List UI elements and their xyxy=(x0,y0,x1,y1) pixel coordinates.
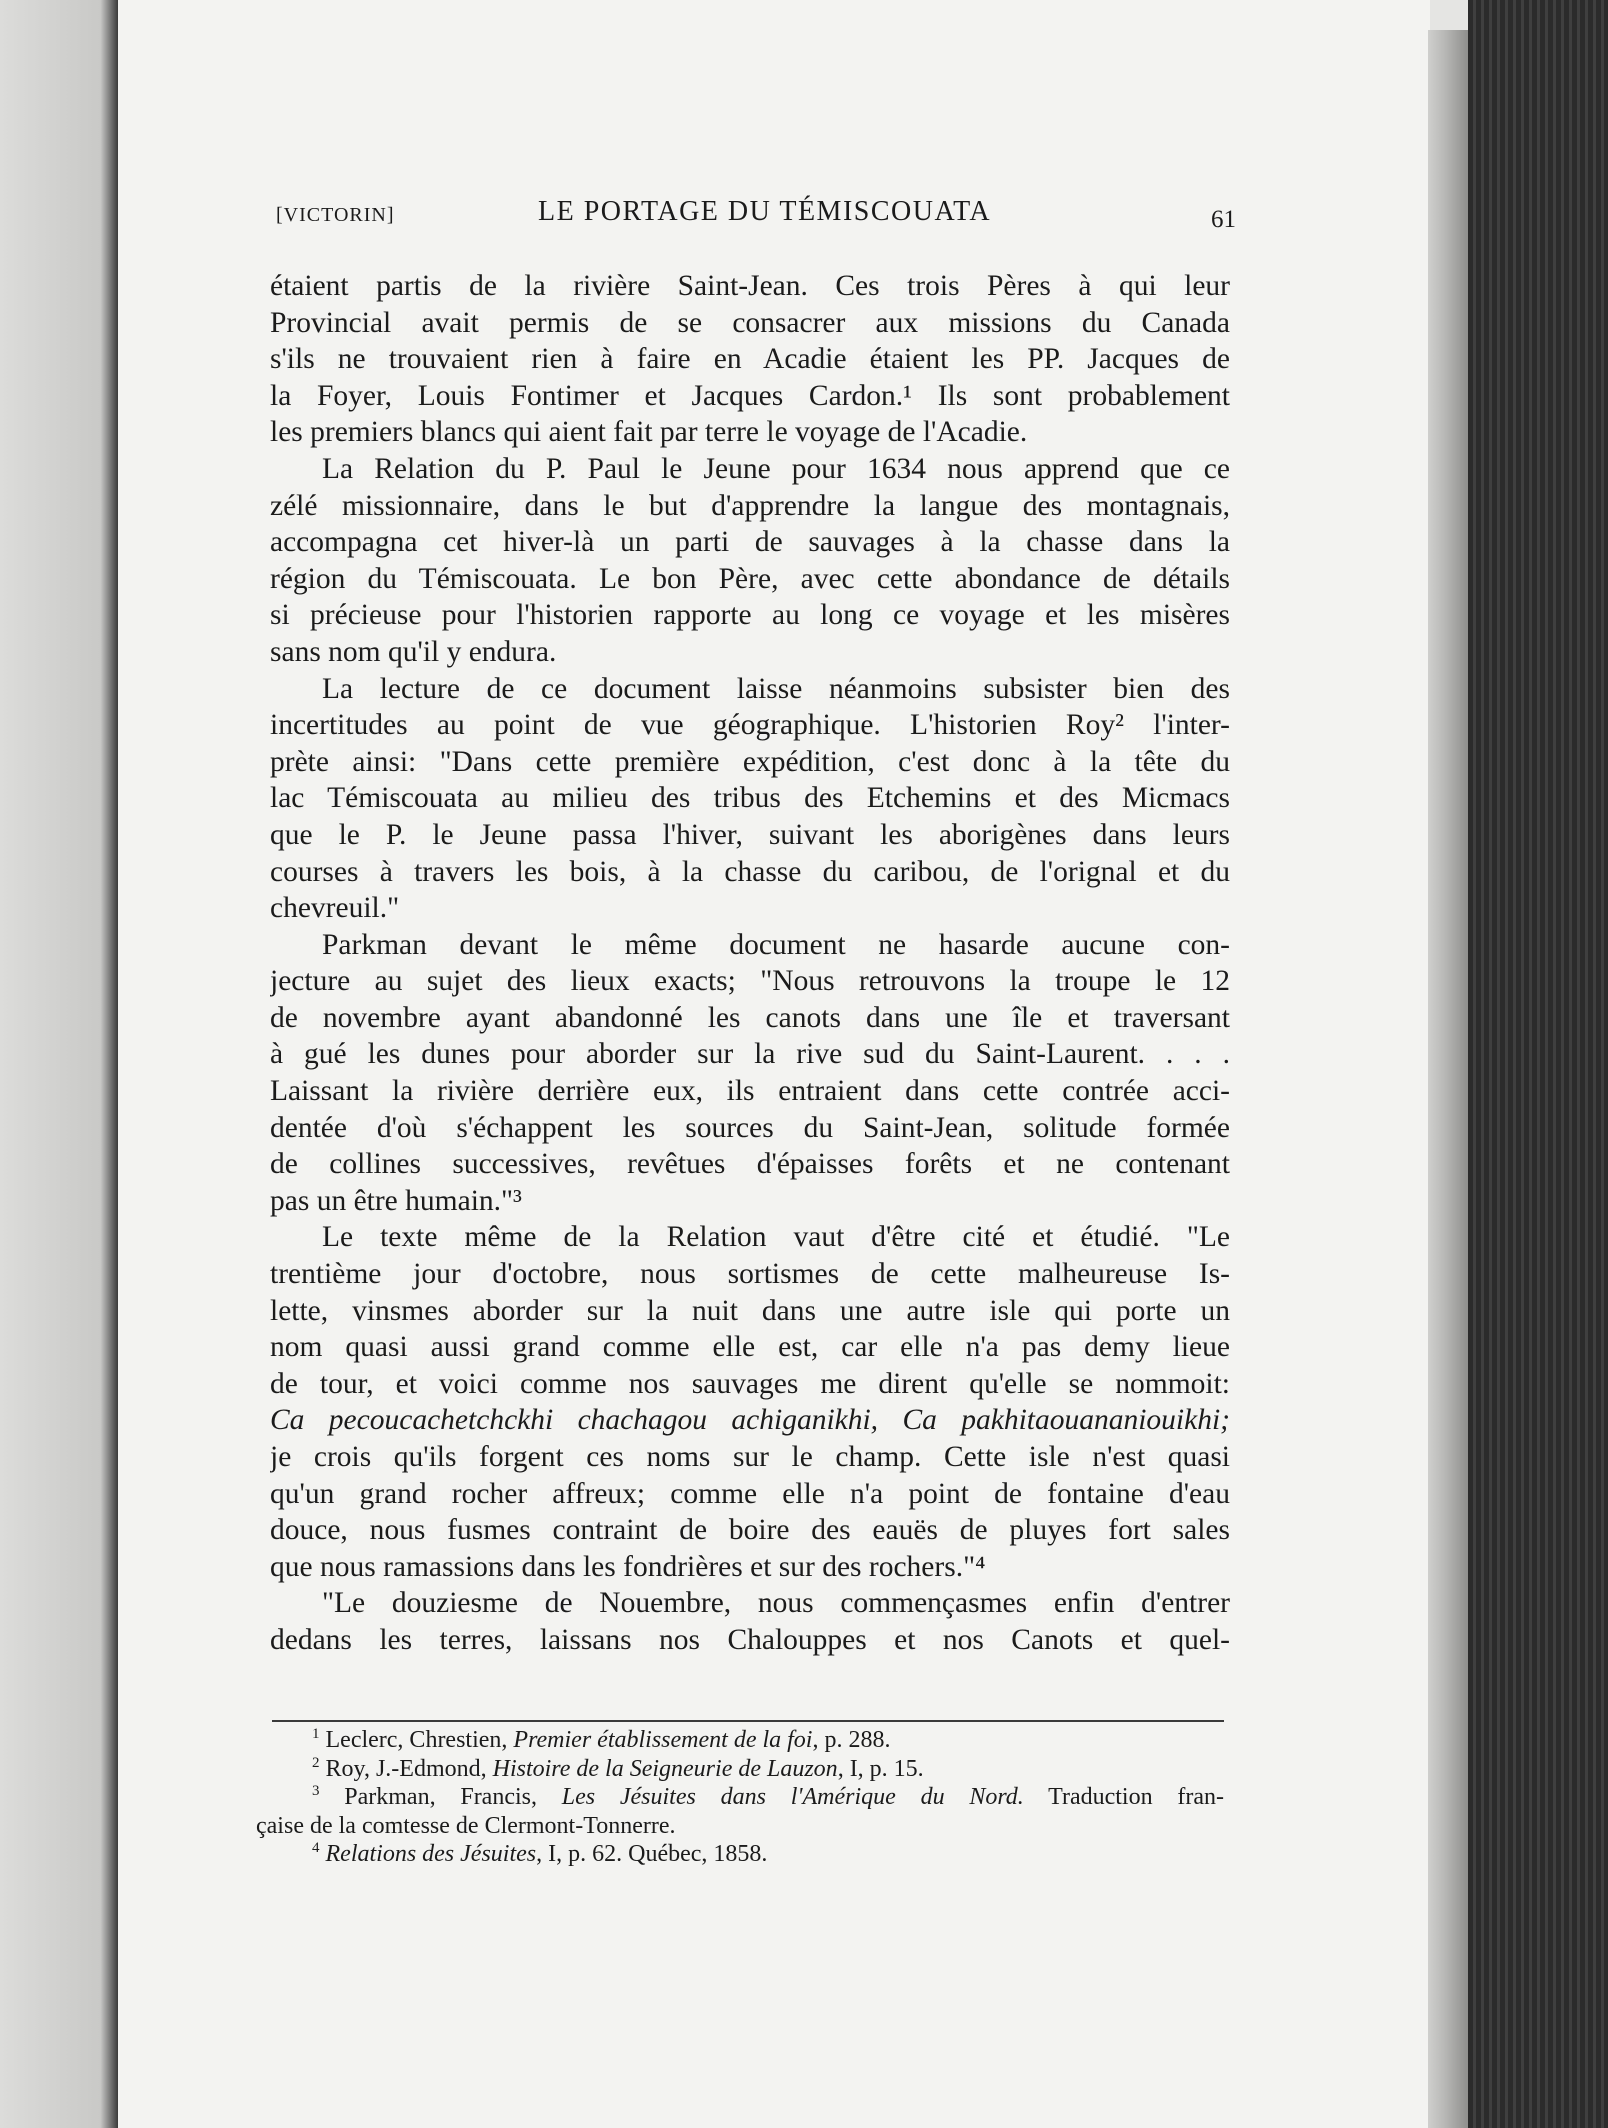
text-line: nom quasi aussi grand comme elle est, car elle n'a pas demy lieue xyxy=(270,1331,1230,1364)
text-line: prète ainsi: "Dans cette première expédition, c'est donc à la tête du xyxy=(270,745,1230,778)
text-line: Le texte même de la Relation vaut d'être cité et étudié. "Le xyxy=(322,1221,1230,1254)
footnote-number: 3 xyxy=(312,1783,320,1799)
footnote-1 xyxy=(256,1726,1224,1755)
footnote-4 xyxy=(256,1840,1224,1869)
footnote-rule xyxy=(272,1720,1224,1722)
text-line: région du Témiscouata. Le bon Père, avec cette abondance de détails xyxy=(270,562,1230,595)
text-line: étaient partis de la rivière Saint-Jean. Ces trois Pères à qui leur xyxy=(270,270,1230,302)
text-line: La Relation du P. Paul le Jeune pour 1634 nous apprend que ce xyxy=(322,452,1230,485)
footnote-ref: , I, p. 15. xyxy=(837,1755,924,1782)
text-line: de novembre ayant abandonné les canots dans une île et traversant xyxy=(270,1001,1230,1034)
text-line: Provincial avait permis de se consacrer aux missions du Canada xyxy=(270,306,1230,339)
footnote-number: 1 xyxy=(312,1726,320,1742)
page-title: LE PORTAGE DU TÉMISCOUATA xyxy=(538,196,992,227)
footnote-author: Leclerc, Chrestien, xyxy=(325,1727,514,1753)
text-line: Laissant la rivière derrière eux, ils entraient dans cette contrée acci- xyxy=(270,1075,1230,1108)
footnote-ref: , I, p. 62. Québec, 1858. xyxy=(536,1841,768,1867)
footnote-3 xyxy=(256,1783,1224,1812)
footnote-number: 2 xyxy=(312,1754,320,1771)
text-line: de tour, et voici comme nos sauvages me dirent qu'elle se nommoit: xyxy=(270,1367,1230,1400)
text-line: zélé missionnaire, dans le but d'apprendre la langue des montagnais, xyxy=(270,489,1230,522)
left-page-gutter xyxy=(0,0,118,2128)
running-head xyxy=(276,196,1236,236)
text-line: Parkman devant le même document ne hasarde aucune con- xyxy=(322,928,1230,961)
text-line: s'ils ne trouvaient rien à faire en Acadie étaient les PP. Jacques de xyxy=(270,343,1230,376)
text-line: "Le douziesme de Nouembre, nous commençasmes enfin d'entrer xyxy=(322,1587,1230,1620)
text-line: dedans les terres, laissans nos Chalouppes et nos Canots et quel- xyxy=(270,1623,1230,1656)
text-line: à gué les dunes pour aborder sur la rive sud du Saint-Laurent. . . . xyxy=(270,1038,1230,1071)
footnote-title: Histoire de la Seigneurie de Lauzon xyxy=(492,1755,838,1782)
text-line: trentième jour d'octobre, nous sortismes de cette malheureuse Is- xyxy=(270,1258,1230,1291)
footnote-title: Premier établissement de la foi xyxy=(513,1727,813,1753)
text-line: que le P. le Jeune passa l'hiver, suivant les aborigènes dans leurs xyxy=(270,818,1230,851)
text-line: chevreuil." xyxy=(270,892,400,925)
footnote-number: 4 xyxy=(312,1840,320,1856)
text-line: qu'un grand rocher affreux; comme elle n'a point de fontaine d'eau xyxy=(270,1477,1230,1510)
footnotes xyxy=(256,1726,1224,1869)
text-line: incertitudes au point de vue géographique. L'historien Roy² l'inter- xyxy=(270,709,1230,742)
text-line: sans nom qu'il y endura. xyxy=(270,635,557,668)
author-tag: [VICTORIN] xyxy=(276,204,395,226)
footnote-ref: , p. 288. xyxy=(812,1727,891,1753)
text-line: les premiers blancs qui aient fait par terre le voyage de l'Acadie. xyxy=(270,416,1028,449)
footnote-author: Parkman, Francis, xyxy=(344,1784,562,1810)
text-line: lette, vinsmes aborder sur la nuit dans une autre isle qui porte un xyxy=(270,1294,1230,1327)
text-line: dentée d'où s'échappent les sources du Saint-Jean, solitude formée xyxy=(270,1111,1230,1144)
text-line: je crois qu'ils forgent ces noms sur le champ. Cette isle n'est quasi xyxy=(270,1441,1230,1473)
book-page-stack xyxy=(1468,0,1608,2128)
footnote-2 xyxy=(256,1755,1224,1784)
text-line: lac Témiscouata au milieu des tribus des Etchemins et des Micmacs xyxy=(270,782,1230,815)
body-text xyxy=(270,268,1230,1659)
text-line: si précieuse pour l'historien rapporte au long ce voyage et les misères xyxy=(270,599,1230,632)
footnote-3-continuation: çaise de la comtesse de Clermont-Tonnerre. xyxy=(256,1812,676,1839)
text-line: courses à travers les bois, à la chasse du caribou, de l'orignal et du xyxy=(270,855,1230,888)
footnote-ref: Traduction fran- xyxy=(1023,1784,1224,1810)
text-line: jecture au sujet des lieux exacts; "Nous retrouvons la troupe le 12 xyxy=(270,965,1230,998)
text-line: Ca pecoucachetchckhi chachagou achiganikhi, Ca pakhitaouananiouikhi; xyxy=(270,1404,1230,1437)
footnote-title: Les Jésuites dans l'Amérique du Nord. xyxy=(561,1784,1024,1810)
page-number: 61 xyxy=(1211,206,1236,233)
text-line: pas un être humain."³ xyxy=(270,1184,522,1217)
text-line: de collines successives, revêtues d'épaisses forêts et ne contenant xyxy=(270,1148,1230,1181)
text-line: accompagna cet hiver-là un parti de sauvages à la chasse dans la xyxy=(270,526,1230,559)
text-line: La lecture de ce document laisse néanmoins subsister bien des xyxy=(322,672,1230,705)
text-line: douce, nous fusmes contraint de boire des eauës de pluyes fort sales xyxy=(270,1514,1230,1547)
text-line: que nous ramassions dans les fondrières et sur des rochers."⁴ xyxy=(270,1550,986,1583)
footnote-title: Relations des Jésuites xyxy=(325,1841,537,1867)
text-line: la Foyer, Louis Fontimer et Jacques Cardon.¹ Ils sont probablement xyxy=(270,379,1230,412)
page-edge xyxy=(1428,30,1468,2128)
footnote-author: Roy, J.-Edmond, xyxy=(325,1755,493,1782)
